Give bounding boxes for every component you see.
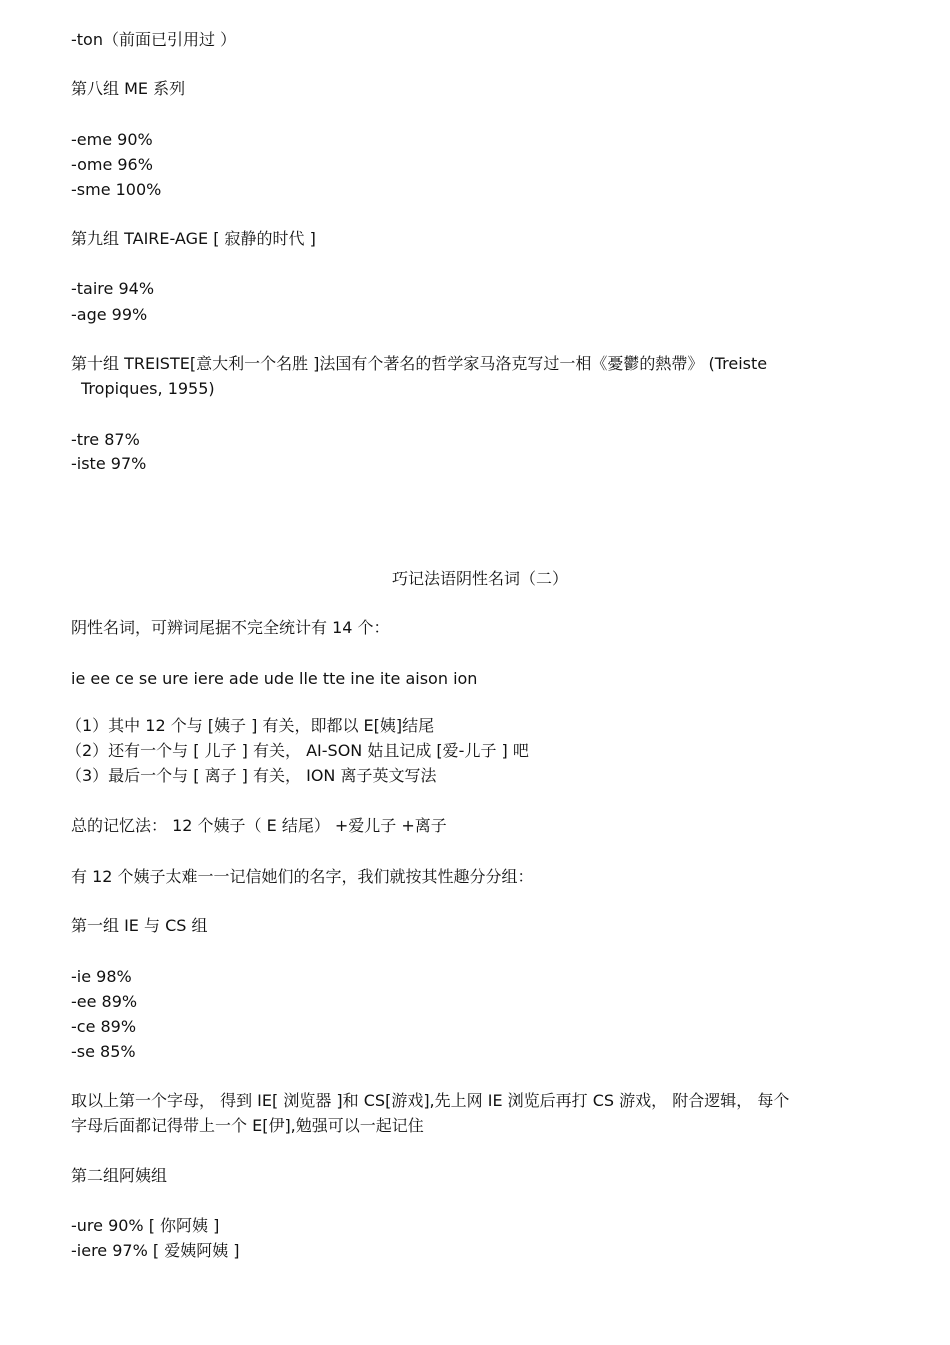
point-3: （3）最后一个与 [ 离子 ] 有关， ION 离子英文写法 xyxy=(66,766,437,785)
list-item: -eme 90% xyxy=(71,130,153,149)
point-1: （1）其中 12 个与 [姨子 ] 有关，即都以 E[姨]结尾 xyxy=(66,716,435,735)
section-title: 巧记法语阴性名词（二） xyxy=(391,569,568,588)
list-item: -iste 97% xyxy=(71,454,147,473)
list-item: -sme 100% xyxy=(71,180,162,199)
list-item: -ee 89% xyxy=(71,992,138,1011)
intro-text: 阴性名词，可辨词尾据不完全统计有 14 个： xyxy=(71,618,390,637)
list-item: -tre 87% xyxy=(71,430,140,449)
group1-title: 第一组 IE 与 CS 组 xyxy=(71,916,208,935)
list-item: -ome 96% xyxy=(71,155,153,174)
group10-title-continued: Tropiques, 1955) xyxy=(81,379,215,398)
summary-text: 总的记忆法： 12 个姨子（ E 结尾） +爱儿子 +离子 xyxy=(71,816,447,835)
list-item: -ce 89% xyxy=(71,1017,137,1036)
grouping-note: 有 12 个姨子太难一一记信她们的名字，我们就按其性趣分分组： xyxy=(71,867,534,886)
list-item: -taire 94% xyxy=(71,279,155,298)
list-item: -age 99% xyxy=(71,305,148,324)
endings-list: ie ee ce se ure iere ade ude lle tte ine ite aison ion xyxy=(71,669,478,688)
list-item: -se 85% xyxy=(71,1042,136,1061)
group2-title: 第二组阿姨组 xyxy=(71,1166,168,1185)
point-2: （2）还有一个与 [ 儿子 ] 有关， AI-SON 姑且记成 [爱-儿子 ] 吧 xyxy=(66,741,529,760)
group9-title: 第九组 TAIRE-AGE [ 寂静的时代 ] xyxy=(71,229,316,248)
list-item: -ure 90% [ 你阿姨 ] xyxy=(71,1216,220,1235)
explain-text-continued: 字母后面都记得带上一个 E[伊],勉强可以一起记住 xyxy=(71,1116,424,1135)
group8-title: 第八组 ME 系列 xyxy=(71,79,186,98)
list-item: -iere 97% [ 爱姨阿姨 ] xyxy=(71,1241,240,1260)
explain-text: 取以上第一个字母， 得到 IE[ 浏览器 ]和 CS[游戏],先上网 IE 浏览后再打 CS 游戏， 附合逻辑， 每个 xyxy=(71,1091,790,1110)
group10-title: 第十组 TREISTE[意大利一个名胜 ]法国有个著名的哲学家马洛克写过一相《憂鬱的熱帶》 (Treiste xyxy=(71,354,768,373)
ton-note: -ton（前面已引用过 ） xyxy=(71,30,237,49)
list-item: -ie 98% xyxy=(71,967,132,986)
